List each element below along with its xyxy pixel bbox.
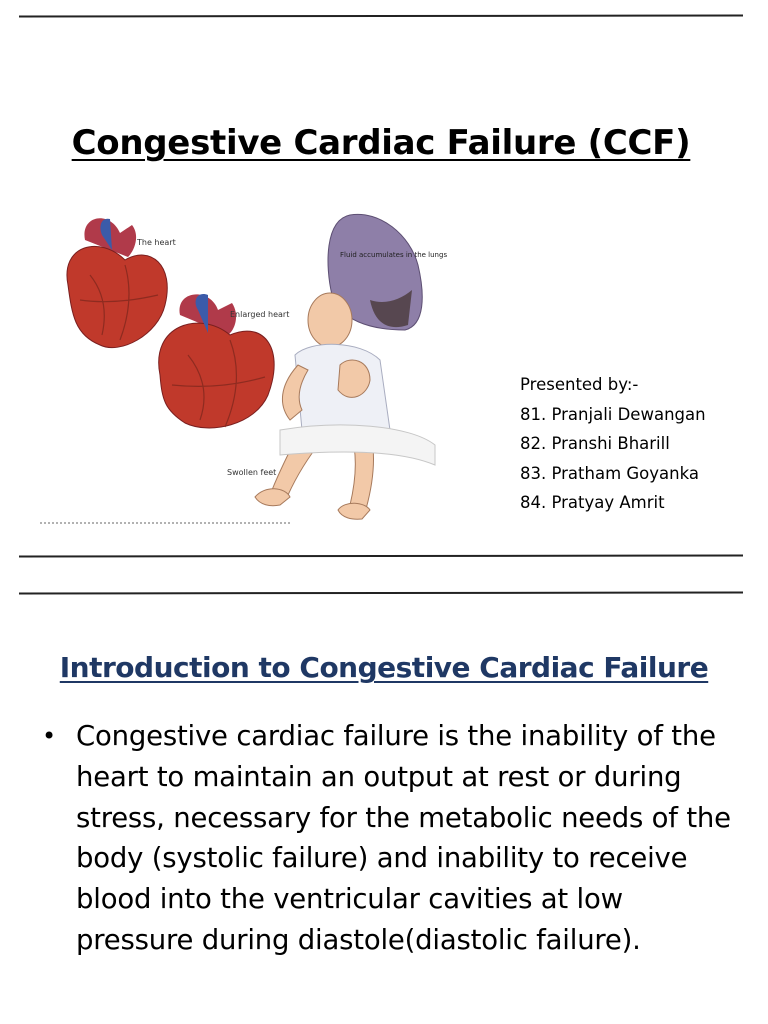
top-divider [19, 14, 743, 17]
label-lungs: Fluid accumulates in the lungs [340, 251, 448, 259]
slide-divider-top [19, 591, 743, 594]
bullet-text: Congestive cardiac failure is the inability of the heart to maintain an output at rest or during stress, necessary for the metabolic needs of the body (systolic failure) and inability to receive blood into the ventricular cavities at low pressure during diastole(diastolic failure). [76, 720, 731, 956]
presenters-heading: Presented by:- [520, 375, 639, 394]
bullet-list [42, 716, 732, 961]
bullet-item [42, 716, 732, 961]
heart-failure-illustration [40, 205, 450, 535]
presenter-name: 82. Pranshi Bharill [520, 434, 670, 453]
slide-title: Congestive Cardiac Failure (CCF) [71, 122, 691, 163]
presenter-name: 83. Pratham Goyanka [520, 463, 699, 483]
label-enlarged: Enlarged heart [230, 310, 290, 319]
label-heart: The heart [137, 238, 176, 247]
presenters-block [520, 370, 706, 518]
introduction-heading: Introduction to Congestive Cardiac Failure [59, 651, 709, 685]
bullet-icon: • [42, 722, 56, 750]
slide-divider-bottom [19, 554, 743, 557]
presenter-name: 81. Pranjali Dewangan [520, 404, 706, 424]
presenter-name: 84. Pratyay Amrit [520, 493, 665, 512]
label-swollen: Swollen feet [227, 468, 277, 477]
